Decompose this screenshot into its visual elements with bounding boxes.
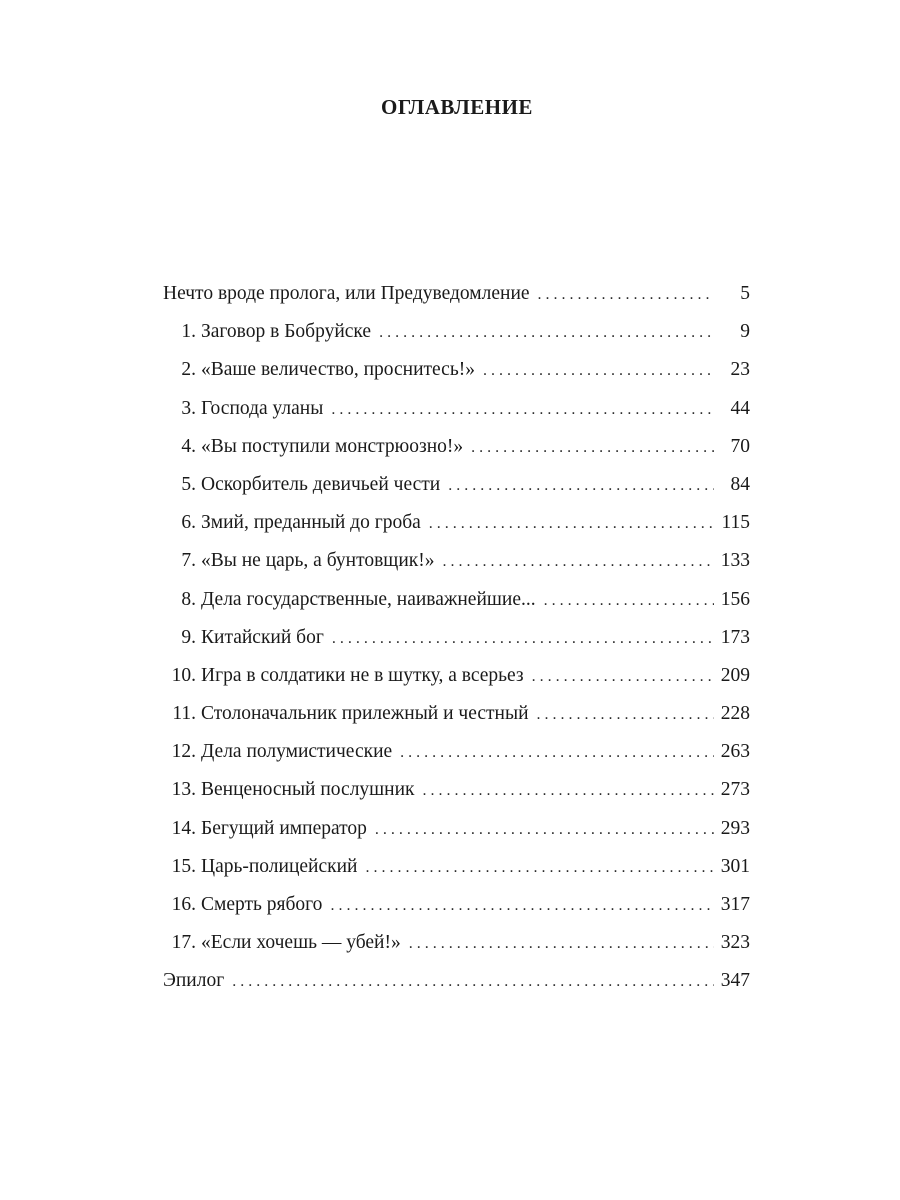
toc-entry-page: 263 (720, 741, 750, 763)
toc-entry-page: 209 (720, 664, 750, 686)
toc-entry-epilogue (163, 962, 750, 1000)
toc-entry-chapter-16 (163, 886, 750, 924)
toc-entry-number: 11. (172, 703, 196, 725)
dot-leader (448, 467, 714, 505)
toc-entry-page: 84 (730, 473, 750, 495)
toc-entry-title: «Вы поступили монстрюозно!» (201, 435, 464, 457)
toc-entry-chapter-10 (163, 657, 750, 695)
dot-leader (375, 811, 714, 849)
dot-leader (232, 963, 714, 1001)
toc-entry-title: Господа уланы (201, 397, 324, 419)
toc-entry-chapter-6 (163, 504, 750, 542)
toc-entry-page: 156 (720, 588, 750, 610)
toc-entry-number: 6. (181, 512, 196, 534)
toc-entry-number: 14. (171, 817, 196, 839)
toc-entry-page: 301 (720, 855, 750, 877)
toc-entry-page: 323 (720, 932, 750, 954)
dot-leader (442, 543, 714, 581)
toc-entry-title: «Ваше величество, проснитесь!» (201, 359, 475, 381)
toc-entry-chapter-7 (163, 542, 750, 580)
toc-entry-number: 9. (181, 626, 196, 648)
toc-entry-title: Дела государственные, наиважнейшие... (201, 588, 536, 610)
toc-entry-title: Дела полумистические (201, 741, 393, 763)
toc-entry-chapter-4 (163, 428, 750, 466)
toc-entry-title: Царь-полицейский (201, 855, 358, 877)
toc-entry-number: 10. (171, 664, 196, 686)
dot-leader (429, 505, 714, 543)
dot-leader (538, 276, 714, 314)
toc-entry-number: 4. (181, 435, 196, 457)
toc-entry-chapter-9 (163, 619, 750, 657)
toc-entry-chapter-11 (163, 695, 750, 733)
toc-entry-title: «Вы не царь, а бунтовщик!» (201, 550, 435, 572)
dot-leader (332, 620, 714, 658)
toc-entry-number: 13. (171, 779, 196, 801)
toc-entry-page: 273 (720, 779, 750, 801)
dot-leader (537, 696, 714, 734)
toc-entry-chapter-2 (163, 351, 750, 389)
toc-entry-page: 173 (720, 626, 750, 648)
dot-leader (330, 887, 714, 925)
toc-entry-title: Игра в солдатики не в шутку, а всерьез (201, 664, 524, 686)
toc-entry-number: 17. (171, 932, 196, 954)
toc-entry-page: 293 (720, 817, 750, 839)
toc-entry-prologue (163, 275, 750, 313)
toc-entry-chapter-15 (163, 848, 750, 886)
dot-leader (366, 849, 715, 887)
dot-leader (471, 429, 714, 467)
toc-entry-page: 9 (740, 321, 750, 343)
toc-entry-title: Оскорбитель девичьей чести (201, 473, 441, 495)
toc-entry-number: 16. (171, 894, 196, 915)
toc-entry-page: 115 (721, 512, 750, 534)
toc-entry-chapter-3 (163, 390, 750, 428)
toc-entry-number: 12. (171, 741, 196, 763)
toc-entry-number: 15. (171, 855, 196, 877)
toc-entry-title: Заговор в Бобруйске (201, 321, 372, 343)
dot-leader (532, 658, 714, 696)
toc-entry-title: «Если хочешь — убей!» (201, 932, 401, 954)
toc-entry-page: 70 (730, 435, 750, 457)
table-of-contents (163, 275, 750, 1001)
toc-entry-number: 8. (181, 588, 196, 610)
toc-entry-number: 5. (181, 473, 196, 495)
dot-leader (331, 391, 714, 429)
toc-entry-number: 1. (181, 321, 196, 343)
dot-leader (379, 314, 714, 352)
toc-entry-title: Столоначальник прилежный и честный (201, 703, 529, 725)
toc-entry-page: 5 (740, 283, 750, 304)
toc-entry-page: 347 (720, 970, 750, 992)
toc-entry-title: Венценосный послушник (201, 779, 415, 801)
toc-entry-title: Змий, преданный до гроба (201, 512, 421, 534)
toc-entry-number: 2. (181, 359, 196, 381)
toc-entry-page: 317 (720, 894, 750, 915)
toc-entry-number: 3. (181, 397, 196, 419)
toc-entry-title: Смерть рябого (201, 894, 323, 915)
toc-entry-title: Нечто вроде пролога, или Предуведомление (163, 283, 530, 304)
toc-entry-page: 228 (720, 703, 750, 725)
toc-entry-title: Китайский бог (201, 626, 324, 648)
dot-leader (483, 352, 714, 390)
page-title: ОГЛАВЛЕНИЕ (381, 95, 533, 119)
dot-leader (544, 582, 714, 620)
toc-entry-chapter-8 (163, 581, 750, 619)
toc-entry-chapter-13 (163, 771, 750, 809)
dot-leader (409, 925, 714, 963)
toc-entry-chapter-17 (163, 924, 750, 962)
toc-entry-number: 7. (181, 550, 196, 572)
toc-entry-page: 44 (730, 397, 750, 419)
toc-entry-chapter-14 (163, 810, 750, 848)
toc-entry-chapter-5 (163, 466, 750, 504)
toc-entry-chapter-1 (163, 313, 750, 351)
dot-leader (423, 772, 714, 810)
toc-entry-title: Бегущий император (201, 817, 367, 839)
dot-leader (400, 734, 714, 772)
toc-entry-title: Эпилог (163, 970, 225, 992)
toc-entry-chapter-12 (163, 733, 750, 771)
toc-entry-page: 133 (720, 550, 750, 572)
toc-entry-page: 23 (730, 359, 750, 381)
